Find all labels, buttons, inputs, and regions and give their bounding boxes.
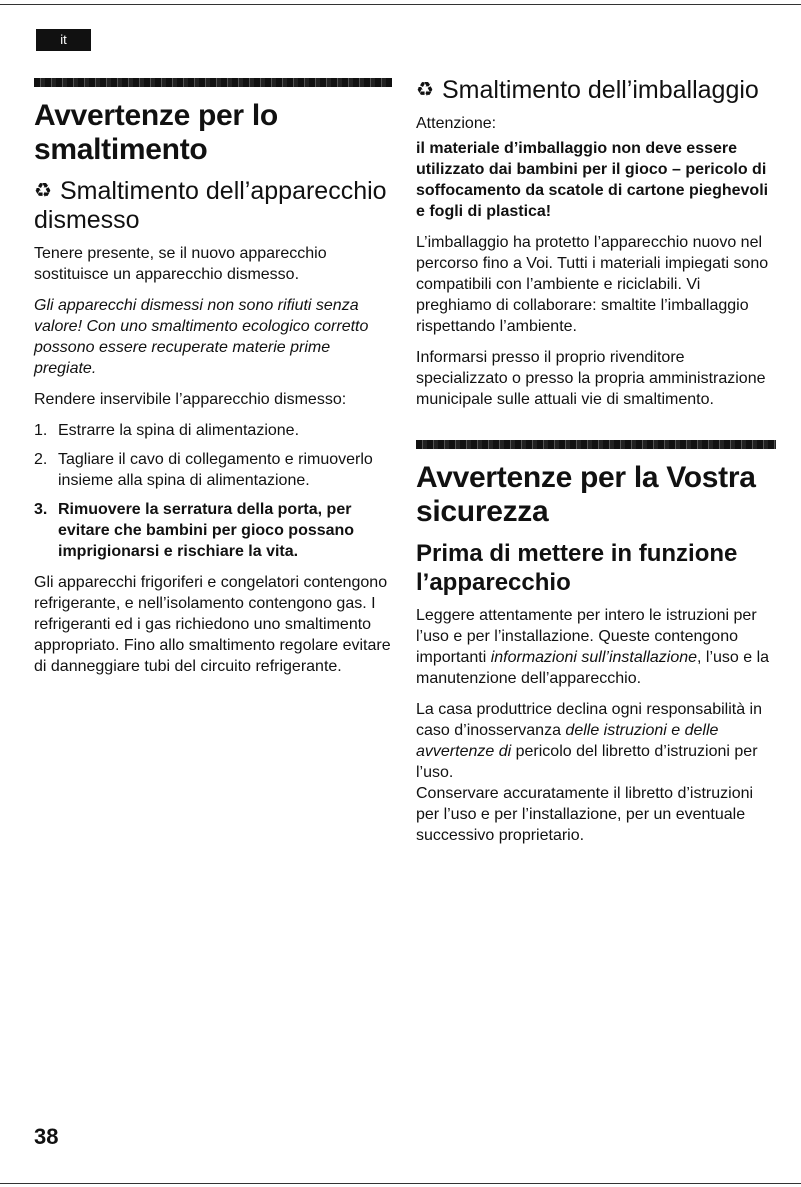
list-number: 3. <box>34 501 48 518</box>
paragraph: Gli apparecchi frigoriferi e congelatori contengono refrigerante, e nell’isolamento contengono gas. I refrigeranti ed i gas richiedono uno smaltimento appropriato. Fino allo smaltimento regolare evitare di danneggiare tubi del circuito refrigerante. <box>34 574 391 675</box>
paragraph: Conservare accuratamente il libretto d’istruzioni per l’uso e per l’installazione, per un eventuale successivo proprietario. <box>416 785 754 844</box>
recycle-icon: ♻ <box>416 79 434 101</box>
text-run: Leggere attentamente per intero le istruzioni per l’uso e per l’installazione. Queste contengono importanti <box>416 607 757 666</box>
section-rule <box>416 440 776 449</box>
text-run: pericolo del libretto d’istruzioni per l’uso. <box>416 743 758 781</box>
safety-title: Avvertenze per la Vostra sicurezza <box>416 461 756 528</box>
packaging-warning: il materiale d’imballaggio non deve essere utilizzato dai bambini per il gioco – pericolo di soffocamento da scatole di cartone pieghevoli e fogli di plastica! <box>416 140 769 220</box>
recycle-icon: ♻ <box>34 180 52 202</box>
list-text: Estrarre la spina di alimentazione. <box>58 422 300 439</box>
list-item <box>34 449 392 491</box>
packaging-disposal-heading <box>416 76 776 105</box>
left-column <box>34 78 392 687</box>
text-run: informazioni sull’installazione <box>490 649 698 666</box>
appliance-disposal-heading <box>34 177 392 235</box>
paragraph: Rendere inservibile l’apparecchio dismesso: <box>34 391 347 408</box>
disposal-title: Avvertenze per lo smaltimento <box>34 99 278 166</box>
before-use-heading: Prima di mettere in funzione l’apparecchio <box>416 540 738 596</box>
list-item <box>34 420 392 441</box>
list-text: Tagliare il cavo di collegamento e rimuoverlo insieme alla spina di alimentazione. <box>58 451 373 489</box>
bottom-edge-line <box>0 1183 801 1184</box>
appliance-disposal-heading-text: Smaltimento dell’apparecchio dismesso <box>34 177 387 234</box>
paragraph <box>416 699 776 783</box>
packaging-disposal-heading-text: Smaltimento dell’imballaggio <box>442 76 759 104</box>
right-column <box>416 76 776 856</box>
text-run: delle istruzioni e delle avvertenze di <box>416 722 719 760</box>
page-number: 38 <box>34 1124 59 1149</box>
paragraph: Informarsi presso il proprio rivenditore specializzato o presso la propria amministrazione municipale sulle attuali vie di smaltimento. <box>416 349 766 408</box>
disposal-steps <box>34 420 392 562</box>
text-run: La casa produttrice declina ogni responsabilità in caso d’inosservanza <box>416 701 762 739</box>
section-rule <box>34 78 392 87</box>
list-number: 2. <box>34 451 48 468</box>
text-run: , l’uso e la manutenzione dell’apparecchio. <box>416 649 770 687</box>
language-badge: it <box>36 29 91 51</box>
list-item <box>34 499 392 562</box>
paragraph <box>416 605 776 689</box>
paragraph: L’imballaggio ha protetto l’apparecchio nuovo nel percorso fino a Voi. Tutti i materiali impiegati sono compatibili con l’ambiente e riciclabili. Vi preghiamo di collaborare: smaltite l’imballaggio rispettando l’ambiente. <box>416 234 769 335</box>
paragraph-text: Gli apparecchi dismessi non sono rifiuti senza valore! Con uno smaltimento ecologico corretto possono essere recuperate materie prime pregiate. <box>34 297 369 377</box>
list-number: 1. <box>34 422 48 439</box>
list-text: Rimuovere la serratura della porta, per evitare che bambini per gioco possano imprigionarsi e rischiare la vita. <box>58 501 355 560</box>
attention-label: Attenzione: <box>416 115 497 132</box>
top-edge-line <box>0 4 801 5</box>
paragraph <box>34 295 392 379</box>
paragraph: Tenere presente, se il nuovo apparecchio sostituisce un apparecchio dismesso. <box>34 245 327 283</box>
